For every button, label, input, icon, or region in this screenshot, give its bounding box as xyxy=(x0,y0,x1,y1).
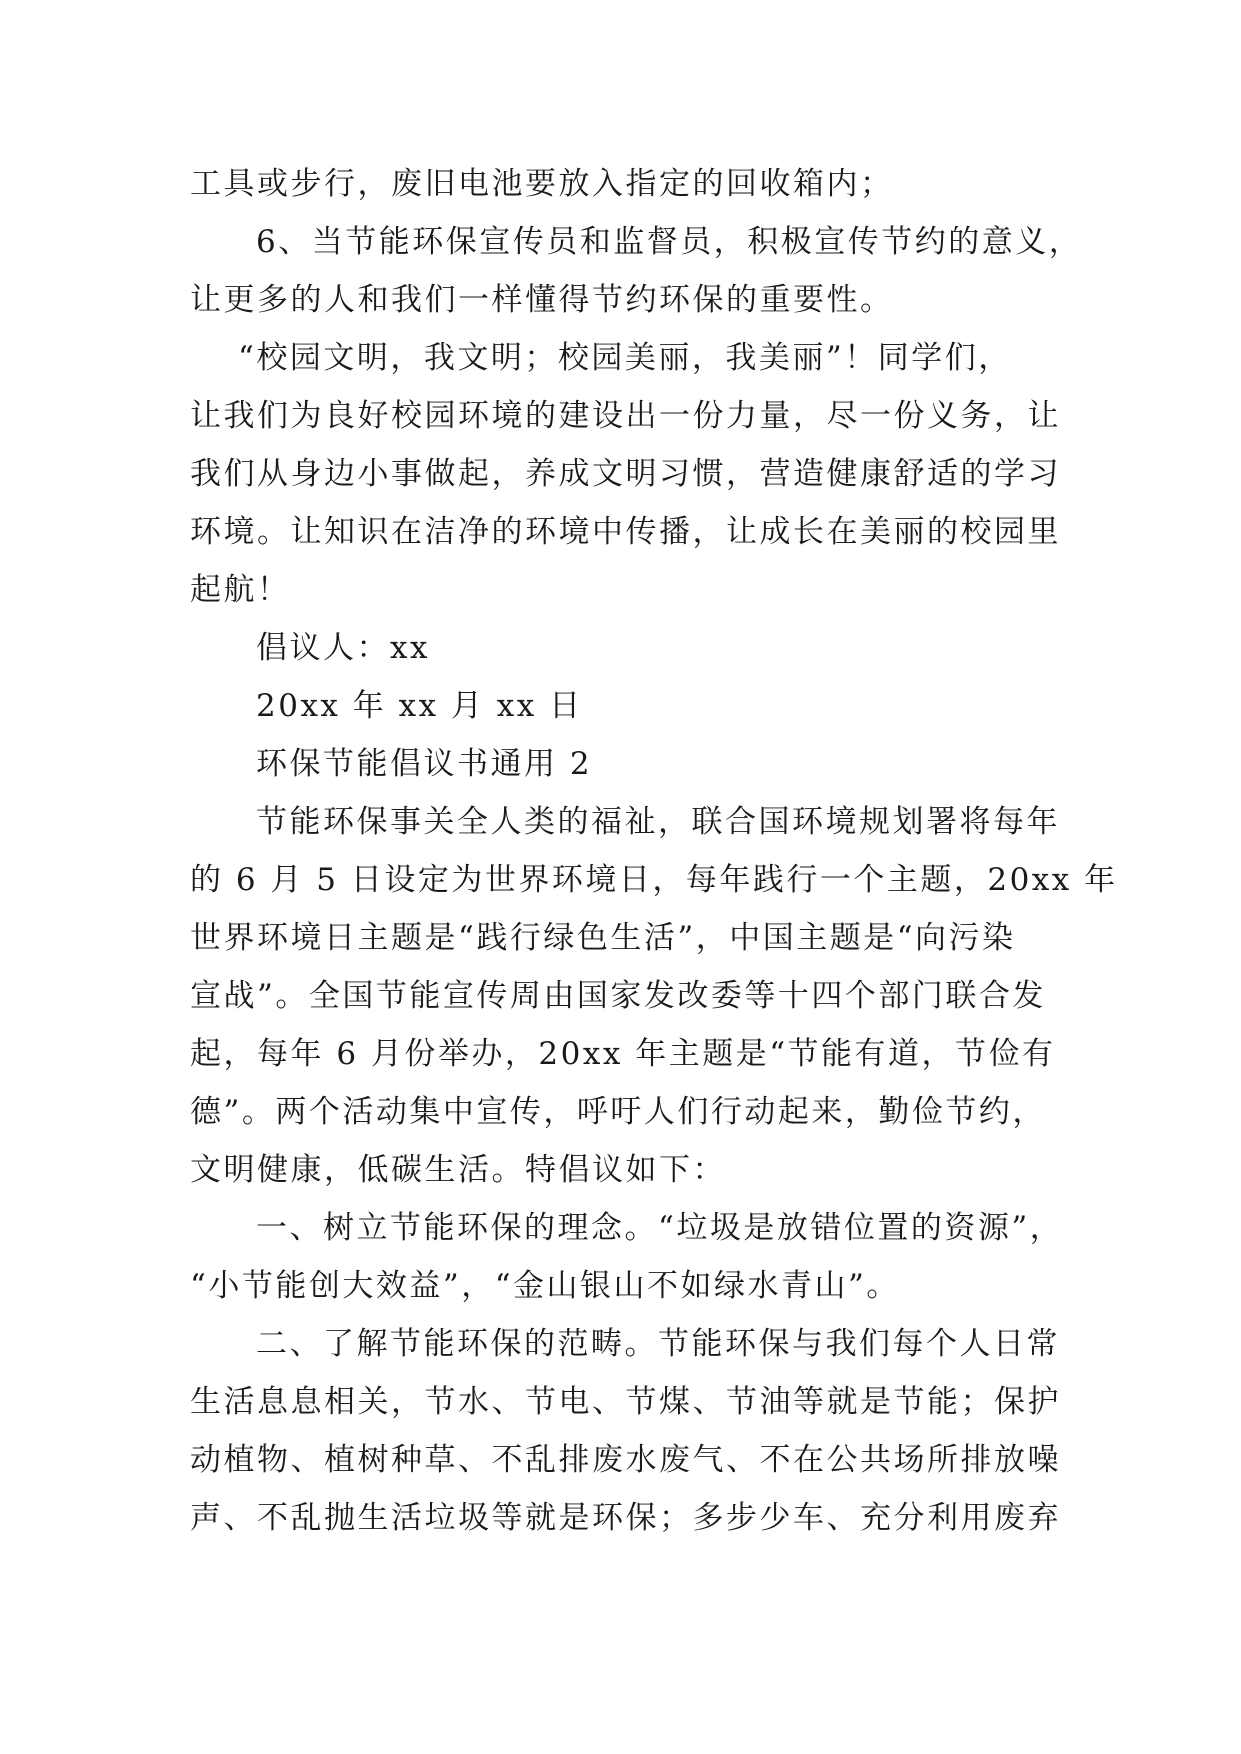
text-line: 让我们为良好校园环境的建设出一份力量，尽一份义务，让 xyxy=(190,398,1061,434)
text-line: 起航！ xyxy=(190,572,291,608)
text-line: “校园文明，我文明；校园美丽，我美丽”！同学们， xyxy=(238,340,1012,376)
text-line: 生活息息相关，节水、节电、节煤、节油等就是节能；保护 xyxy=(190,1384,1061,1420)
text-line: 声、不乱抛生活垃圾等就是环保；多步少车、充分利用废弃 xyxy=(190,1500,1061,1536)
text-line: 一、树立节能环保的理念。“垃圾是放错位置的资源”， xyxy=(256,1210,1064,1246)
text-line: 的 6 月 5 日设定为世界环境日，每年践行一个主题，20xx 年 xyxy=(190,862,1118,898)
text-line: 环境。让知识在洁净的环境中传播，让成长在美丽的校园里 xyxy=(190,514,1061,550)
text-line: 二、了解节能环保的范畴。节能环保与我们每个人日常 xyxy=(256,1326,1060,1362)
text-line: 起，每年 6 月份举办，20xx 年主题是“节能有道，节俭有 xyxy=(190,1036,1056,1072)
signatory-line: 倡议人：xx xyxy=(256,630,430,666)
text-line: 文明健康，低碳生活。特倡议如下： xyxy=(190,1152,726,1188)
text-line: 让更多的人和我们一样懂得节约环保的重要性。 xyxy=(190,282,894,318)
text-line: 世界环境日主题是“践行绿色生活”，中国主题是“向污染 xyxy=(190,920,1016,956)
text-line: 动植物、植树种草、不乱排废水废气、不在公共场所排放噪 xyxy=(190,1442,1061,1478)
text-line: 节能环保事关全人类的福祉，联合国环境规划署将每年 xyxy=(256,804,1060,840)
text-line: 我们从身边小事做起，养成文明习惯，营造健康舒适的学习 xyxy=(190,456,1061,492)
text-line: 6、当节能环保宣传员和监督员，积极宣传节约的意义， xyxy=(256,224,1083,260)
section-title: 环保节能倡议书通用 2 xyxy=(256,746,593,782)
text-line: “小节能创大效益”，“金山银山不如绿水青山”。 xyxy=(190,1268,900,1304)
text-line: 宣战”。全国节能宣传周由国家发改委等十四个部门联合发 xyxy=(190,978,1046,1014)
date-line: 20xx 年 xx 月 xx 日 xyxy=(256,688,583,724)
text-line: 工具或步行，废旧电池要放入指定的回收箱内； xyxy=(190,166,894,202)
text-line: 德”。两个活动集中宣传，呼吁人们行动起来，勤俭节约， xyxy=(190,1094,1046,1130)
